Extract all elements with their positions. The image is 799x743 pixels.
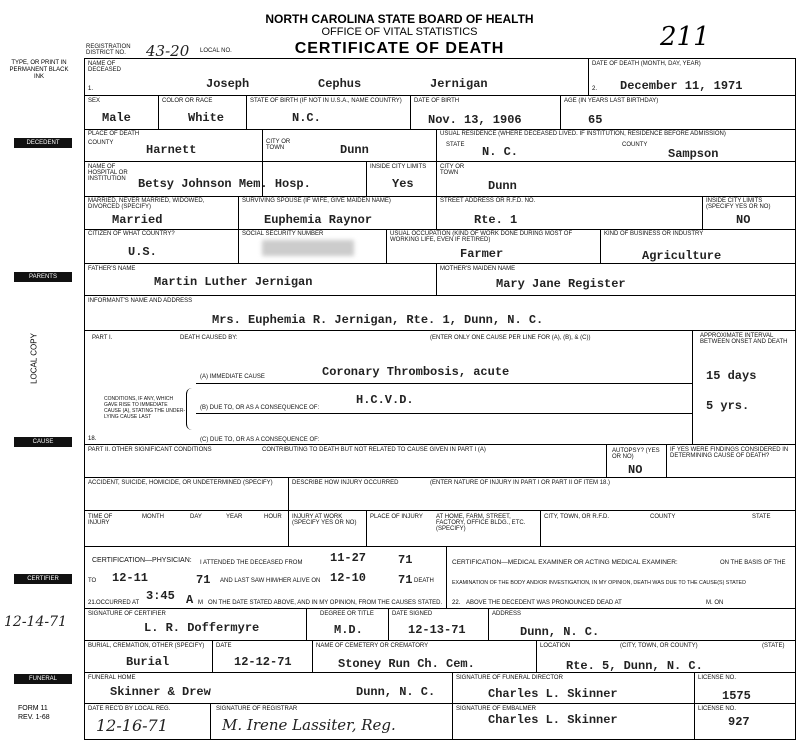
burial-location: Rte. 5, Dunn, N. C. <box>566 659 703 673</box>
citizen-label: CITIZEN OF WHAT COUNTRY? <box>88 231 175 237</box>
due-to-c-label: (C) DUE TO, OR AS A CONSEQUENCE OF: <box>200 437 320 443</box>
funeral-home-address: Dunn, N. C. <box>356 685 436 699</box>
race-value: White <box>188 111 225 125</box>
informant-label: INFORMANT'S NAME AND ADDRESS <box>88 298 193 304</box>
registrar-label: SIGNATURE OF REGISTRAR <box>216 706 298 712</box>
place-of-injury-label: PLACE OF INJURY <box>370 514 423 520</box>
street-label: STREET ADDRESS OR R.F.D. NO. <box>440 198 536 204</box>
county-label: COUNTY <box>88 140 114 146</box>
residence-county: Sampson <box>668 147 719 161</box>
part2-note: CONTRIBUTING TO DEATH BUT NOT RELATED TO CAUSE GIVEN IN PART I (A) <box>262 447 486 453</box>
local-copy-label: LOCAL COPY <box>29 333 39 384</box>
section-bar-certifier: CERTIFIER <box>14 574 72 584</box>
part1-label: PART I. <box>92 335 113 341</box>
location-note: (CITY, TOWN, OR COUNTY) <box>620 643 698 649</box>
part2-label: PART II. OTHER SIGNIFICANT CONDITIONS <box>88 447 212 453</box>
director-license: 1575 <box>722 689 751 703</box>
marital-status: Married <box>112 213 163 227</box>
sex-value: Male <box>102 111 131 125</box>
spouse-label: SURVIVING SPOUSE (IF WIFE, GIVE MAIDEN NAME) <box>242 198 391 204</box>
date-signed: 12-13-71 <box>408 623 466 637</box>
dob-label: DATE OF BIRTH <box>414 98 460 104</box>
license-label: LICENSE NO. <box>698 675 737 681</box>
citizenship: U.S. <box>128 245 157 259</box>
street-address: Rte. 1 <box>474 213 518 227</box>
attended-to-year: 71 <box>196 573 211 587</box>
location-state-label: (STATE) <box>762 643 785 649</box>
pronounced-label: ABOVE THE DECEDENT WAS PRONOUNCED DEAD AT <box>466 600 622 606</box>
degree-label: DEGREE OR TITLE <box>320 611 374 617</box>
location-label: LOCATION <box>540 643 571 649</box>
res-city-label: CITY OR TOWN <box>440 164 465 176</box>
last-saw: 12-10 <box>330 571 367 585</box>
race-label: COLOR OR RACE <box>162 98 213 104</box>
funeral-director: Charles L. Skinner <box>488 687 618 701</box>
date-of-death: December 11, 1971 <box>620 79 743 93</box>
director-label: SIGNATURE OF FUNERAL DIRECTOR <box>456 675 563 681</box>
sex-label: SEX <box>88 98 101 104</box>
informant-value: Mrs. Euphemia R. Jernigan, Rte. 1, Dunn, N. C. <box>212 313 544 327</box>
autopsy-value: NO <box>628 463 643 477</box>
injury-state-label: STATE <box>752 514 771 520</box>
date-received: 12-16-71 <box>96 716 168 735</box>
section-bar-funeral: FUNERAL <box>14 674 72 684</box>
attended-to: 12-11 <box>112 571 149 585</box>
occurred-at: 3:45 <box>146 589 175 603</box>
due-to-b: H.C.V.D. <box>356 393 414 407</box>
am-pm: A <box>186 593 194 607</box>
certifier-address-label: ADDRESS <box>492 611 522 617</box>
registrar-signature: M. Irene Lassiter, Reg. <box>222 716 396 734</box>
death-caused-by-label: DEATH CAUSED BY: <box>180 335 238 341</box>
embalmer: Charles L. Skinner <box>488 713 618 727</box>
immediate-cause-label: (A) IMMEDIATE CAUSE <box>200 374 265 380</box>
section-bar-parents: PARENTS <box>14 272 72 282</box>
local-no-label: LOCAL NO. <box>200 48 232 54</box>
disposition: Burial <box>126 655 170 669</box>
disposition-label: BURIAL, CREMATION, OTHER (SPECIFY) <box>88 643 205 649</box>
res-county-label: COUNTY <box>622 142 648 148</box>
county-of-death: Harnett <box>146 143 197 157</box>
residence-inside-city: NO <box>736 213 751 227</box>
describe-injury-label: DESCRIBE HOW INJURY OCCURRED <box>292 480 399 486</box>
margin-handwritten-date: 12-14-71 <box>4 614 67 630</box>
form-revision: REV. 1-68 <box>18 714 50 721</box>
date-of-birth: Nov. 13, 1906 <box>428 113 522 127</box>
embalmer-license-label: LICENSE NO. <box>698 706 737 712</box>
embalmer-license: 927 <box>728 715 750 729</box>
burial-date: 12-12-71 <box>234 655 292 669</box>
physician-label: CERTIFICATION—PHYSICIAN: <box>92 557 192 564</box>
immediate-cause: Coronary Thrombosis, acute <box>322 365 510 379</box>
immediate-interval: 15 days <box>706 369 757 383</box>
funeral-home-label: FUNERAL HOME <box>88 675 136 681</box>
examiner-label: CERTIFICATION—MEDICAL EXAMINER OR ACTING MEDICAL EXAMINER: <box>452 559 678 566</box>
due-to-b-label: (B) DUE TO, OR AS A CONSEQUENCE OF: <box>200 405 320 411</box>
accident-label: ACCIDENT, SUICIDE, HOMICIDE, OR UNDETERMINED (SPECIFY) <box>88 480 273 486</box>
hour-label: HOUR <box>264 514 282 520</box>
m-on-label: M. ON <box>706 600 724 606</box>
describe-injury-note: (ENTER NATURE OF INJURY IN PART I OR PART II OF ITEM 18.) <box>430 480 611 486</box>
attended-from: 11-27 <box>330 551 367 565</box>
certificate-title: CERTIFICATE OF DEATH <box>294 40 505 57</box>
cemetery: Stoney Run Ch. Cem. <box>338 657 475 671</box>
death-label: DEATH <box>414 578 434 584</box>
month-label: MONTH <box>142 514 164 520</box>
hospital-label: NAME OF HOSPITAL OR INSTITUTION <box>88 164 128 182</box>
section-bar-decedent: DECEDENT <box>14 138 72 148</box>
conditions-note: CONDITIONS, IF ANY, WHICH GAVE RISE TO IMMEDIATE CAUSE (A), STATING THE UNDER-LYING CAUSE LAST <box>104 396 186 420</box>
attended-from-year: 71 <box>398 553 413 567</box>
inside-city-value: Yes <box>392 177 414 191</box>
date-signed-label: DATE SIGNED <box>392 611 433 617</box>
state-of-birth-label: STATE OF BIRTH (IF NOT IN U.S.A., NAME COUNTRY) <box>250 98 402 104</box>
res-inside-label: INSIDE CITY LIMITS (SPECIFY YES OR NO) <box>706 198 771 210</box>
industry: Agriculture <box>642 249 722 263</box>
decedent-first-name: Joseph <box>206 77 250 91</box>
occurred-note: ON THE DATE STATED ABOVE, AND IN MY OPINION, FROM THE CAUSES STATED. <box>208 600 443 606</box>
examiner-basis: ON THE BASIS OF THE <box>720 560 786 566</box>
inside-city-label: INSIDE CITY LIMITS <box>370 164 427 170</box>
section-bar-cause: CAUSE <box>14 437 72 447</box>
attended-text: I ATTENDED THE DECEASED FROM <box>200 560 303 566</box>
certifier-signature: L. R. Doffermyre <box>144 621 260 635</box>
father-name: Martin Luther Jernigan <box>154 275 313 289</box>
certificate-number: 211 <box>660 22 710 52</box>
enter-one-label: (ENTER ONLY ONE CAUSE PER LINE FOR (A), (B), & (C)) <box>430 335 591 341</box>
examiner-text: EXAMINATION OF THE BODY AND/OR INVESTIGATION, IN MY OPINION, DEATH WAS DUE TO THE CAUSE(S) STATED <box>452 580 746 586</box>
marital-label: MARRIED, NEVER MARRIED, WIDOWED, DIVORCED (SPECIFY) <box>88 198 205 210</box>
residence-state: N. C. <box>482 145 519 159</box>
form-number: FORM 11 <box>18 705 48 712</box>
last-saw-text: AND LAST SAW HIM/HER ALIVE ON <box>220 578 321 584</box>
city-label: CITY OR TOWN <box>266 139 291 151</box>
hospital-name: Betsy Johnson Mem. Hosp. <box>138 177 311 191</box>
decedent-last-name: Jernigan <box>430 77 488 91</box>
certifier-address: Dunn, N. C. <box>520 625 600 639</box>
year-label: YEAR <box>226 514 243 520</box>
place-of-death-label: PLACE OF DEATH <box>88 131 140 137</box>
residence-label: USUAL RESIDENCE (WHERE DECEASED LIVED. IF INSTITUTION, RESIDENCE BEFORE ADMISSION) <box>440 131 726 137</box>
registration-label: REGISTRATION DISTRICT NO. <box>86 44 131 56</box>
ssn-label: SOCIAL SECURITY NUMBER <box>242 231 324 237</box>
age-value: 65 <box>588 113 603 127</box>
if-yes-label: IF YES WERE FINDINGS CONSIDERED IN DETERMINING CAUSE OF DEATH? <box>670 447 789 459</box>
mother-label: MOTHER'S MAIDEN NAME <box>440 266 516 272</box>
place-of-injury-note: AT HOME, FARM, STREET, FACTORY, OFFICE BLDG., ETC. (SPECIFY) <box>436 514 526 532</box>
funeral-home: Skinner & Drew <box>110 685 211 699</box>
cemetery-label: NAME OF CEMETERY OR CREMATORY <box>316 643 429 649</box>
office-heading: OFFICE OF VITAL STATISTICS <box>321 26 478 38</box>
agency-heading: NORTH CAROLINA STATE BOARD OF HEALTH <box>265 12 534 26</box>
name-label: NAME OF DECEASED <box>88 61 122 73</box>
occurred-label: OCCURRED AT <box>96 600 140 606</box>
industry-label: KIND OF BUSINESS OR INDUSTRY <box>604 231 704 237</box>
burial-date-label: DATE <box>216 643 232 649</box>
father-label: FATHER'S NAME <box>88 266 136 272</box>
state-of-birth: N.C. <box>292 111 321 125</box>
residence-city: Dunn <box>488 179 517 193</box>
occupation: Farmer <box>460 247 504 261</box>
day-label: DAY <box>190 514 202 520</box>
signature-label: SIGNATURE OF CERTIFIER <box>88 611 166 617</box>
age-label: AGE (IN YEARS LAST BIRTHDAY) <box>564 98 659 104</box>
res-state-label: STATE <box>446 142 465 148</box>
due-to-b-interval: 5 yrs. <box>706 399 750 413</box>
autopsy-label: AUTOPSY? (YES OR NO) <box>612 448 660 460</box>
mother-name: Mary Jane Register <box>496 277 626 291</box>
ink-instruction: TYPE, OR PRINT IN PERMANENT BLACK INK <box>9 60 69 80</box>
injury-county-label: COUNTY <box>650 514 676 520</box>
date-of-death-label: DATE OF DEATH (MONTH, DAY, YEAR) <box>592 61 701 67</box>
city-of-death: Dunn <box>340 143 369 157</box>
occupation-label: USUAL OCCUPATION (KIND OF WORK DONE DURING MOST OF WORKING LIFE, EVEN IF RETIRED) <box>390 231 573 243</box>
injury-location-label: CITY, TOWN, OR R.F.D. <box>544 514 610 520</box>
time-of-injury-label: TIME OF INJURY <box>88 514 113 526</box>
ssn-redacted <box>262 240 354 256</box>
interval-label: APPROXIMATE INTERVAL BETWEEN ONSET AND DEATH <box>700 333 788 345</box>
embalmer-label: SIGNATURE OF EMBALMER <box>456 706 536 712</box>
last-saw-year: 71 <box>398 573 413 587</box>
surviving-spouse: Euphemia Raynor <box>264 213 373 227</box>
decedent-middle-name: Cephus <box>318 77 362 91</box>
date-received-label: DATE REC'D BY LOCAL REG. <box>88 706 171 712</box>
at-work-label: INJURY AT WORK (SPECIFY YES OR NO) <box>292 514 357 526</box>
to-label: TO <box>88 578 97 584</box>
m-label: M <box>198 600 203 606</box>
certifier-degree: M.D. <box>334 623 363 637</box>
registration-value: 43-20 <box>146 42 190 60</box>
